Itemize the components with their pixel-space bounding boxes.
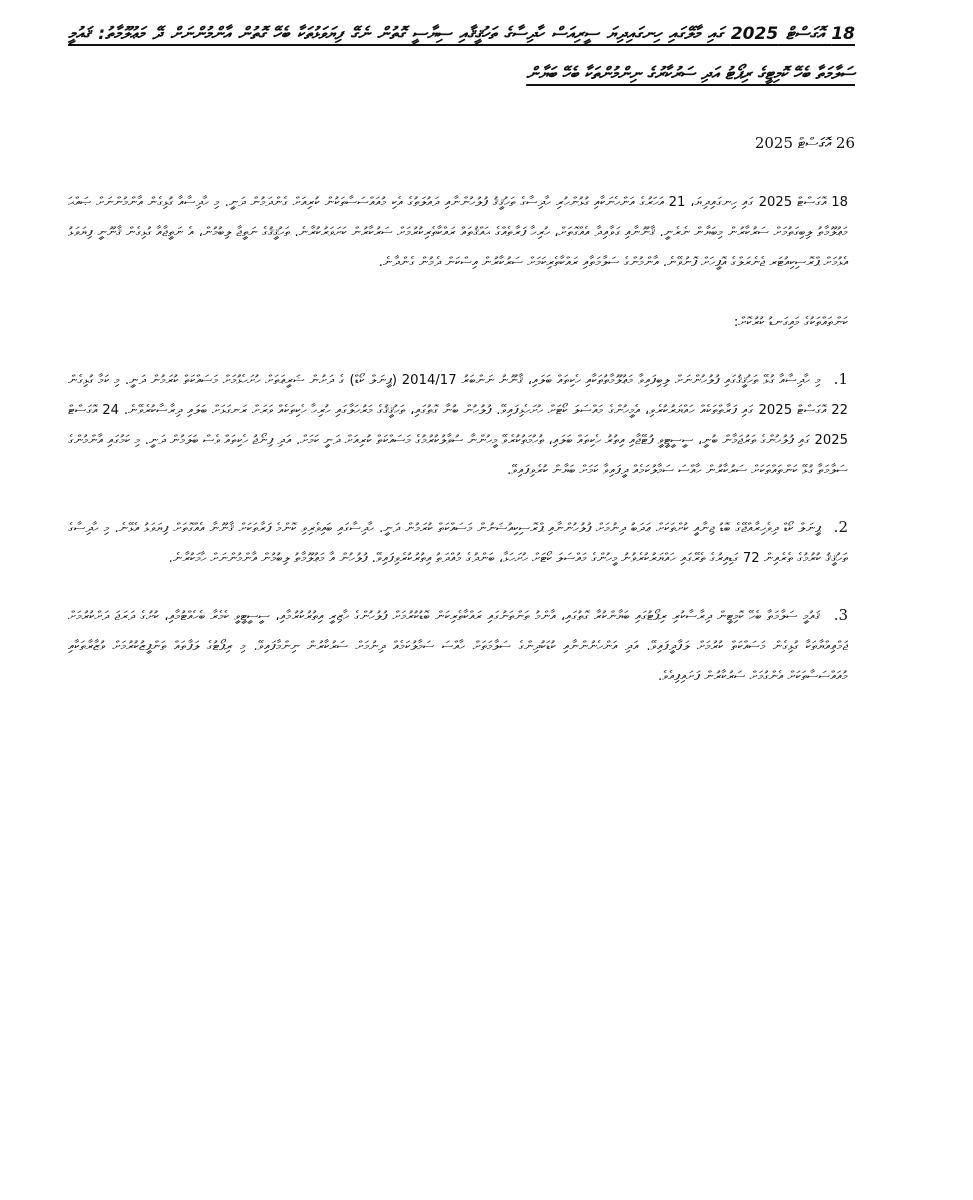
- numbered-item-2: [68, 512, 848, 574]
- intro-paragraph: 18 އޮގަސްޓް 2025 ގައި ހިނގައިދިޔަ، 21 އަހަރުގެ އަންހެނަކާއި ގުޅުންހުރި ހާދިސާގެ ތަހުޤީޤު ފުލުހުންނާއި ދައުލަތުގެ އެކި މުއައްސަސާތަކުން ކުރިއަށް ގެންދަމުން ދަނީ. މި ހާދިސާއާ ގުޅިގެން އާންމުންނަށް ޞައްޙަ މަޢުލޫމާތު ލިބިގަތުމަށް ސަރުކާރުން މިބަޔާން ނެރެނީ. ޤާނޫނާއި ގަވާއިދާ އެއްގޮތަށް، ހުރިހާ ފަރާތެއްގެ ޙައްޤުތައް ރައްކާތެރިކުރުމަށް ސަރުކާރުން ކަށަވަރުކުރާނެ. ތަހުޤީޤުގެ ނަތީޖާ ލިބުމުން، އެ ނަތީޖާއާ ގުޅިގެން ޤާނޫނީ ފިޔަވަޅު އެޅުމަށް ޕްރޮސިކިއުޓަރ ޖެނެރަލްގެ އޮފީހަށް ފޮނުވޭނެ. އާންމުންގެ ސަލާމަތާއި ރައްކާތެރިކަމަށް ސަރުކާރުން އިސްކަން ދެމުން ގެންދާނެ.: [68, 195, 849, 270]
- section-heading: ކަންތައްތަކުގެ މައިގަނޑު ކުރުކޮށް:: [733, 315, 848, 330]
- item-number: 2.: [833, 518, 848, 536]
- numbered-item-1: [68, 364, 848, 486]
- item-text: މި ހާދިސާއާ ގުޅޭ ތަހުޤީޤުގައި ފުލުހުންނަށް ލިބިފައިވާ މަޢުލޫމާތުތަކާއި ހެކިތައް ބަލައި، ޤާނޫނު ނަންބަރު 2014/17 (ޕީނަލް ކޯޑް) ގެ ދަށުން ޝަރީޢަތަށް ހުށަހެޅުމަށް މަސައްކަތް ކުރަމުން ދަނީ. މި ކަމާ ގުޅިގެން 22 އޮގަސްޓް 2025 ގައި ފަރާތްތަކެއް ހައްޔަރުކުރެވި، އެމީހުންގެ މައްސަލަ ކޯޓަށް ހުށަހެޅިފައިވޭ. ފުލުހުން ބުނާ ގޮތުގައި، ތަހުޤީޤުގެ މަރުހަލާގައި ހުރިހާ ހެކިތަކެއް ވަރަށް ރަނގަޅަށް ބަލައި ދިރާސާކުރެވޭނެ. 24 އޮގަސްޓް 2025 ގައި ފުލުހުންގެ ތަރުޖަމާން ބުނީ، ސީސީޓީވީ ފުޓޭޖާއި އިތުރު ހެކިތައް ބަލައި، ތުހުމަތުކުރެވޭ މީހުންނާ ސުވާލުކުރުމުގެ މަސައްކަތް ކުރިއަށް ދަނީ ކަމަށް. އަދި ފިނޯޖު ހެކިތައް ވެސް ބަލަމުން ދަނީ. މި ކަމުގައި އާންމުންގެ ސަލާމަތާ ގުޅޭ ކަންތައްތަކަށް ސަރުކާރުން ހާއްސަ ސަމާލުކަމެއް ދީފައިވާ ކަމަށް ބަޔާން ކުރެވިފައިވޭ.: [68, 373, 848, 478]
- numbered-item-3: [68, 600, 848, 692]
- document-date: 26 އޮގަސްޓް 2025: [754, 134, 855, 152]
- document-title: 18 އޮގަސްޓް 2025 ގައި މާލޭގައި ހިނގައިދިޔަ ސީރިއަސް ހާދިސާގެ ތަހުޤީޤާއި ސިޔާސީ ގޮތުން ނެގޭ ފިޔަވަޅުތަކާ ބެހޭ ގޮތުން އާންމުންނަށް ދޭ މަޢުލޫމާތު: ޤައުމީ ސަލާމަތާ ބެހޭ ކޮމިޓީގެ ރިޕޯޓު އަދި ސަރުކާރުގެ ނިންމުންތަކާ ބެހޭ ބަޔާން: [68, 24, 855, 84]
- item-text: ޕީނަލް ކޯޑް ދިވެހިރާއްޖޭގެ ބޮޑު ޖިނާއީ ކުށްތަކަށް ޢަދަބު ދިނުމަށް ފުލުހުންނާއި ޕްރޮސިކިއުޝަނުން މަސައްކަތް ކުރަމުން ދަނީ. ހާދިސާގައި ބައިވެރިވި ކޮންމެ ފަރާތަކަށް ޤާނޫނާ އެއްގޮތަށް ފިޔަވަޅު އެޅޭނެ. މި ހާދިސާގެ ތަހުޤީޤު ކުރުމުގެ ތެރެއިން 72 ގަޑިއިރުގެ ތެރޭގައި ހައްޔަރުކުރެވުނު މީހުންގެ މައްސަލަ ކޯޓަށް ހުށަހަޅާ، ބަންދުގެ މުއްދަތު އިތުރުކުރެވިފައިވޭ. ފުލުހުން އާ މަޢުލޫމާތު ލިބުމުން އާންމުންނަށް ހާމަކުރާނެ.: [68, 521, 848, 566]
- item-number: 3.: [833, 606, 849, 624]
- item-text: ޤައުމީ ސަލާމަތާ ބެހޭ ކޮމިޓީން ދިރާސާކުރި ރިޕޯޓުގައި ބަޔާންކުރާ ގޮތުގައި، އާންމު ތަންތަނުގައި ރައްކާތެރިކަން ބޮޑުކުރުމަށް ފުލުހުންގެ ހާޒިރީ އިތުރުކުރުމާއި، ސީސީޓީވީ ކެމެރާ ބެހެއްޓުމާއި، ކުށުގެ ދަރަޖަ ދަށްކުރުމަށް ޖަމްޢިއްޔާތަކާ ގުޅިގެން މަސައްކަތް ކުރުމަށް ލަފާދީފައިވޭ. އަދި އަންހެނުންނާއި ކުޑަކުދިންގެ ސަލާމަތަށް ހާއްސަ ސަމާލުކަމެއް ދިނުމަށް ސަރުކާރުން ނިންމާފައިވޭ. މި ރިޕޯޓުގެ ލަފާތައް ތަންފީޒުކުރުމަށް ވުޒާރާތަކާއި މުއައްސަސާތަކަށް އެންގުމަށް ސަރުކާރުން ފަށައިފިއެވެ.: [68, 609, 848, 684]
- item-number: 1.: [833, 370, 848, 388]
